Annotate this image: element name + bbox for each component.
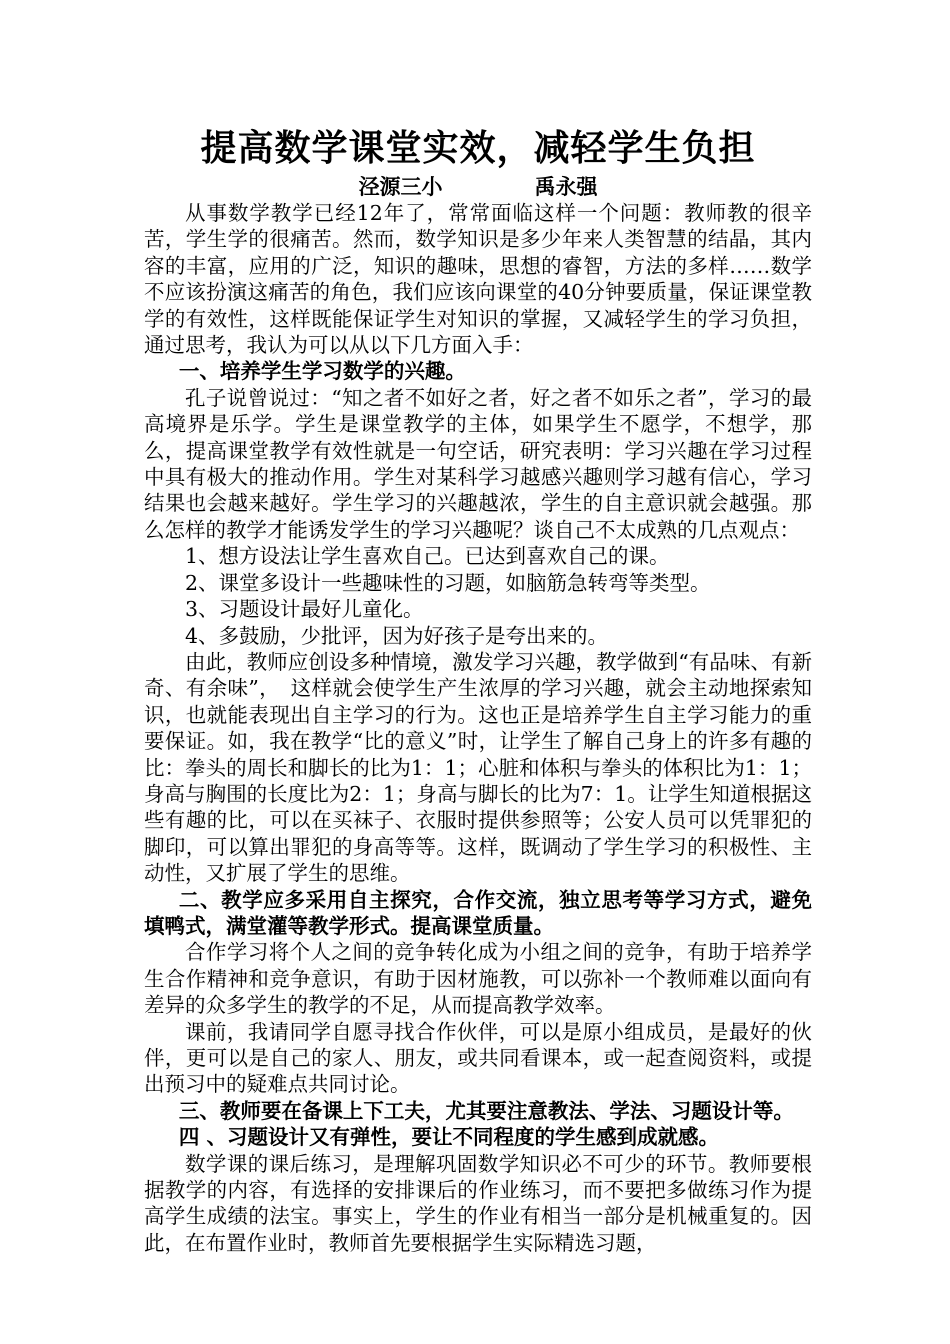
paragraph-cooperation: 合作学习将个人之间的竞争转化成为小组之间的竞争，有助于培养学生合作精神和竞争意识，有助于因材施教，可以弥补一个教师难以面向有差异的众多学生的教学的不足，从而提高教学效率。	[144, 940, 812, 1018]
paragraph-homework: 数学课的课后练习，是理解巩固数学知识必不可少的环节。教师要根据教学的内容，有选择的安排课后的作业练习，而不要把多做练习作为提高学生成绩的法宝。事实上，学生的作业有相当一部分是机械重复的。因此，在布置作业时，教师首先要根据学生实际精选习题，	[144, 1151, 812, 1255]
section-heading-3: 三、教师要在备课上下工夫，尤其要注意教法、学法、习题设计等。	[178, 1098, 794, 1123]
section-heading-4: 四 、习题设计又有弹性，要让不同程度的学生感到成就感。	[178, 1125, 719, 1150]
list-item: 3、习题设计最好儿童化。	[185, 597, 424, 622]
author-line	[144, 174, 812, 200]
section-heading-1: 一、培养学生学习数学的兴趣。	[178, 359, 466, 384]
list-item: 1、想方设法让学生喜欢自己。已达到喜欢自己的课。	[185, 544, 670, 569]
section-heading-2: 二、教学应多采用自主探究，合作交流，独立思考等学习方式，避免填鸭式，满堂灌等教学形式。提高课堂质量。	[144, 887, 812, 938]
paragraph-example: 由此，教师应创设多种情境，激发学习兴趣，教学做到“有品味、有新奇、有余味”， 这样就会使学生产生浓厚的学习兴趣，就会主动地探索知识，也就能表现出自主学习的行为。这也正是培养学生自主学习能力的重要保证。如，我在教学“比的意义”时，让学生了解自己身上的许多有趣的比：拳头的周长和脚长的比为1：1；心脏和体积与拳头的体积比为1：1；身高与胸围的长度比为2：1；身高与脚长的比为7：1。让学生知道根据这些有趣的比，可以在买袜子、衣服时提供参照等；公安人员可以凭罪犯的脚印，可以算出罪犯的身高等等。这样，既调动了学生学习的积极性、主动性，又扩展了学生的思维。	[144, 649, 812, 886]
paragraph-interest: 孔子说曾说过：“知之者不如好之者，好之者不如乐之者”，学习的最高境界是乐学。学生是课堂教学的主体，如果学生不愿学，不想学，那么，提高课堂教学有效性就是一句空话，研究表明：学习兴趣在学习过程中具有极大的推动作用。学生对某科学习越感兴趣则学习越有信心，学习结果也会越来越好。学生学习的兴趣越浓，学生的自主意识就会越强。那么怎样的教学才能诱发学生的学习兴趣呢？谈自己不太成熟的几点观点：	[144, 385, 812, 542]
paragraph-preview: 课前，我请同学自愿寻找合作伙伴，可以是原小组成员，是最好的伙伴，更可以是自己的家人、朋友，或共同看课本，或一起查阅资料，或提出预习中的疑难点共同讨论。	[144, 1019, 812, 1097]
list-item: 4、多鼓励，少批评，因为好孩子是夸出来的。	[185, 623, 609, 648]
paragraph-intro: 从事数学教学已经12年了，常常面临这样一个问题：教师教的很辛苦，学生学的很痛苦。然而，数学知识是多少年来人类智慧的结晶，其内容的丰富，应用的广泛，知识的趣味，思想的睿智，方法的多样……数学不应该扮演这痛苦的角色，我们应该向课堂的40分钟要质量，保证课堂教学的有效性，这样既能保证学生对知识的掌握，又减轻学生的学习负担，通过思考，我认为可以从以下几方面入手：	[144, 201, 812, 358]
document-body	[144, 122, 812, 1256]
document-title: 提高数学课堂实效，减轻学生负担	[200, 127, 756, 169]
list-item: 2、课堂多设计一些趣味性的习题，如脑筋急转弯等类型。	[185, 570, 711, 595]
author-school: 泾源三小	[358, 174, 443, 199]
author-name: 禹永强	[534, 174, 598, 199]
